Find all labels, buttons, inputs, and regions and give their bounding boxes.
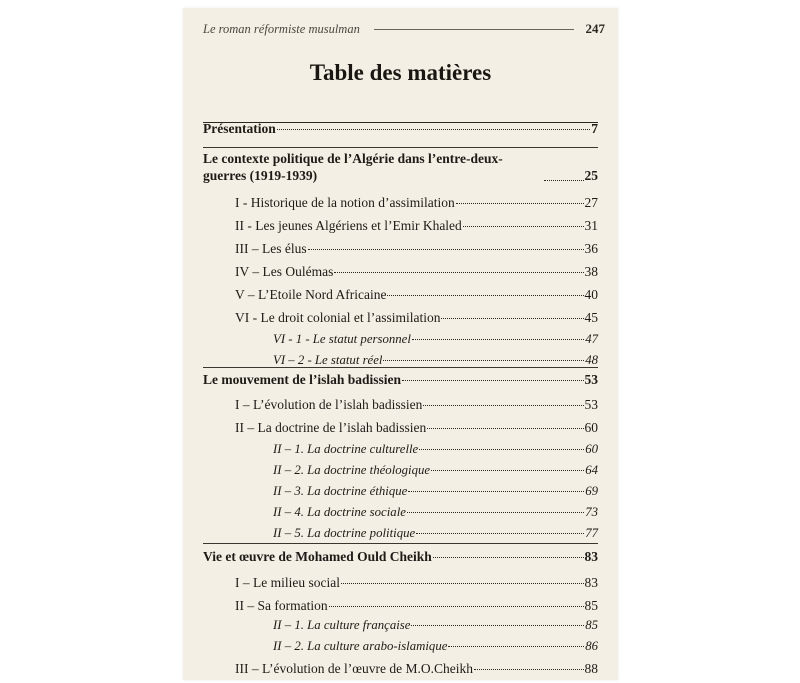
toc-entry-label: II – 3. La doctrine éthique bbox=[273, 484, 408, 498]
toc-entry-page: 53 bbox=[584, 372, 598, 387]
leader-dots bbox=[412, 338, 584, 340]
toc-entry bbox=[235, 575, 598, 591]
leader-dots bbox=[416, 532, 584, 534]
running-title: Le roman réformiste musulman bbox=[203, 21, 360, 36]
toc-entry-label: I – L’évolution de l’islah badissien bbox=[235, 397, 423, 412]
toc-entry-label: Le contexte politique de l’Algérie dans l’entre-deux-guerres (1919-1939) bbox=[203, 151, 503, 183]
toc-entry-label: VI - Le droit colonial et l’assimilation bbox=[235, 310, 441, 325]
toc-entry-sub bbox=[273, 462, 598, 478]
leader-dots bbox=[387, 294, 583, 296]
toc-entry bbox=[235, 264, 598, 280]
toc-entry-sub bbox=[273, 504, 598, 520]
toc-entry-label: III – Les élus bbox=[235, 241, 307, 256]
toc-entry-contexte-politique bbox=[203, 150, 598, 184]
toc-entry-label: I – Le milieu social bbox=[235, 575, 340, 590]
leader-dots bbox=[408, 490, 584, 492]
toc-entry bbox=[235, 195, 598, 211]
toc-entry-label: I - Historique de la notion d’assimilation bbox=[235, 195, 455, 210]
toc-entry bbox=[235, 598, 598, 614]
toc-entry-label: II – 5. La doctrine politique bbox=[273, 526, 416, 540]
toc-entry-label: V – L’Etoile Nord Africaine bbox=[235, 287, 387, 302]
leader-dots bbox=[463, 225, 584, 227]
toc-entry-label: II - Les jeunes Algériens et l’Emir Khaled bbox=[235, 218, 462, 233]
toc-entry-page: 88 bbox=[584, 661, 598, 676]
toc-entry-label: IV – Les Oulémas bbox=[235, 264, 334, 279]
toc-entry-page: 27 bbox=[584, 195, 598, 210]
toc-entry-label: Vie et œuvre de Mohamed Ould Cheikh bbox=[203, 549, 432, 564]
toc-entry bbox=[235, 287, 598, 303]
toc-entry-sub bbox=[273, 441, 598, 457]
toc-entry-label: II – La doctrine de l’islah badissien bbox=[235, 420, 427, 435]
leader-dots bbox=[431, 469, 584, 471]
toc-entry-presentation bbox=[203, 121, 598, 137]
toc-entry-page: 47 bbox=[585, 332, 598, 346]
toc-entry-sub bbox=[273, 525, 598, 541]
toc-entry-page: 48 bbox=[585, 353, 598, 367]
toc-entry-page: 86 bbox=[585, 639, 598, 653]
toc-entry-page: 31 bbox=[584, 218, 598, 233]
leader-dots bbox=[277, 128, 591, 130]
leader-dots bbox=[402, 379, 583, 381]
toc-entry bbox=[235, 397, 598, 413]
toc-entry-page: 60 bbox=[585, 442, 598, 456]
toc-entry bbox=[235, 241, 598, 257]
toc-entry-page: 45 bbox=[584, 310, 598, 325]
toc-title: Table des matières bbox=[309, 60, 492, 85]
leader-dots bbox=[433, 556, 584, 558]
toc-entry-page: 83 bbox=[584, 549, 598, 564]
section-separator bbox=[203, 147, 598, 148]
leader-dots bbox=[383, 359, 584, 361]
leader-dots bbox=[407, 511, 584, 513]
toc-entry-page: 69 bbox=[585, 484, 598, 498]
toc-entry-page: 53 bbox=[584, 397, 598, 412]
leader-dots bbox=[474, 668, 584, 670]
toc-entry-page: 36 bbox=[584, 241, 598, 256]
toc-entry bbox=[235, 661, 598, 677]
toc-entry-page: 60 bbox=[584, 420, 598, 435]
leader-dots bbox=[411, 624, 584, 626]
toc-entry-label: Le mouvement de l’islah badissien bbox=[203, 372, 402, 387]
toc-entry bbox=[235, 218, 598, 234]
leader-dots bbox=[544, 179, 584, 181]
leader-dots bbox=[427, 427, 583, 429]
toc-entry-label: II – 4. La doctrine sociale bbox=[273, 505, 406, 519]
toc-entry-vie-oeuvre bbox=[203, 549, 598, 565]
toc-entry-sub bbox=[273, 331, 598, 347]
leader-dots bbox=[419, 448, 584, 450]
toc-entry-page: 64 bbox=[585, 463, 598, 477]
section-separator bbox=[203, 543, 598, 544]
toc-entry-label: II – 1. La culture française bbox=[273, 618, 411, 632]
leader-dots bbox=[441, 317, 583, 319]
toc-entry bbox=[235, 420, 598, 436]
toc-entry-sub bbox=[273, 483, 598, 499]
toc-entry-sub bbox=[273, 352, 598, 368]
toc-entry-mouvement-islah bbox=[203, 372, 598, 388]
toc-entry-page: 7 bbox=[591, 121, 598, 136]
toc-entry-label: VI - 1 - Le statut personnel bbox=[273, 332, 411, 346]
toc-entry-page: 83 bbox=[584, 575, 598, 590]
leader-dots bbox=[423, 404, 583, 406]
page-number: 247 bbox=[585, 21, 605, 36]
toc-entry-sub bbox=[273, 617, 598, 633]
toc-entry-page: 85 bbox=[584, 598, 598, 613]
toc-entry-label: III – L’évolution de l’œuvre de M.O.Cheikh bbox=[235, 661, 473, 676]
section-separator bbox=[203, 367, 598, 368]
toc-entry-page: 25 bbox=[584, 168, 598, 183]
toc-entry bbox=[235, 310, 598, 326]
toc-entries bbox=[183, 8, 618, 680]
toc-entry-label: II – 2. La doctrine théologique bbox=[273, 463, 431, 477]
toc-entry-label: II – 1. La doctrine culturelle bbox=[273, 442, 419, 456]
leader-dots bbox=[456, 202, 584, 204]
toc-entry-page: 40 bbox=[584, 287, 598, 302]
toc-entry-page: 77 bbox=[585, 526, 598, 540]
toc-entry-page: 73 bbox=[585, 505, 598, 519]
leader-dots bbox=[329, 605, 584, 607]
toc-entry-label: Présentation bbox=[203, 121, 276, 136]
leader-dots bbox=[308, 248, 584, 250]
leader-dots bbox=[334, 271, 583, 273]
toc-entry-sub bbox=[273, 638, 598, 654]
toc-entry-page: 85 bbox=[585, 618, 598, 632]
leader-dots bbox=[341, 582, 584, 584]
toc-entry-label: II – Sa formation bbox=[235, 598, 328, 613]
book-page bbox=[183, 8, 618, 680]
toc-entry-page: 38 bbox=[584, 264, 598, 279]
leader-dots bbox=[448, 645, 584, 647]
toc-entry-label: II – 2. La culture arabo-islamique bbox=[273, 639, 448, 653]
toc-entry-label: VI – 2 - Le statut réel bbox=[273, 353, 383, 367]
